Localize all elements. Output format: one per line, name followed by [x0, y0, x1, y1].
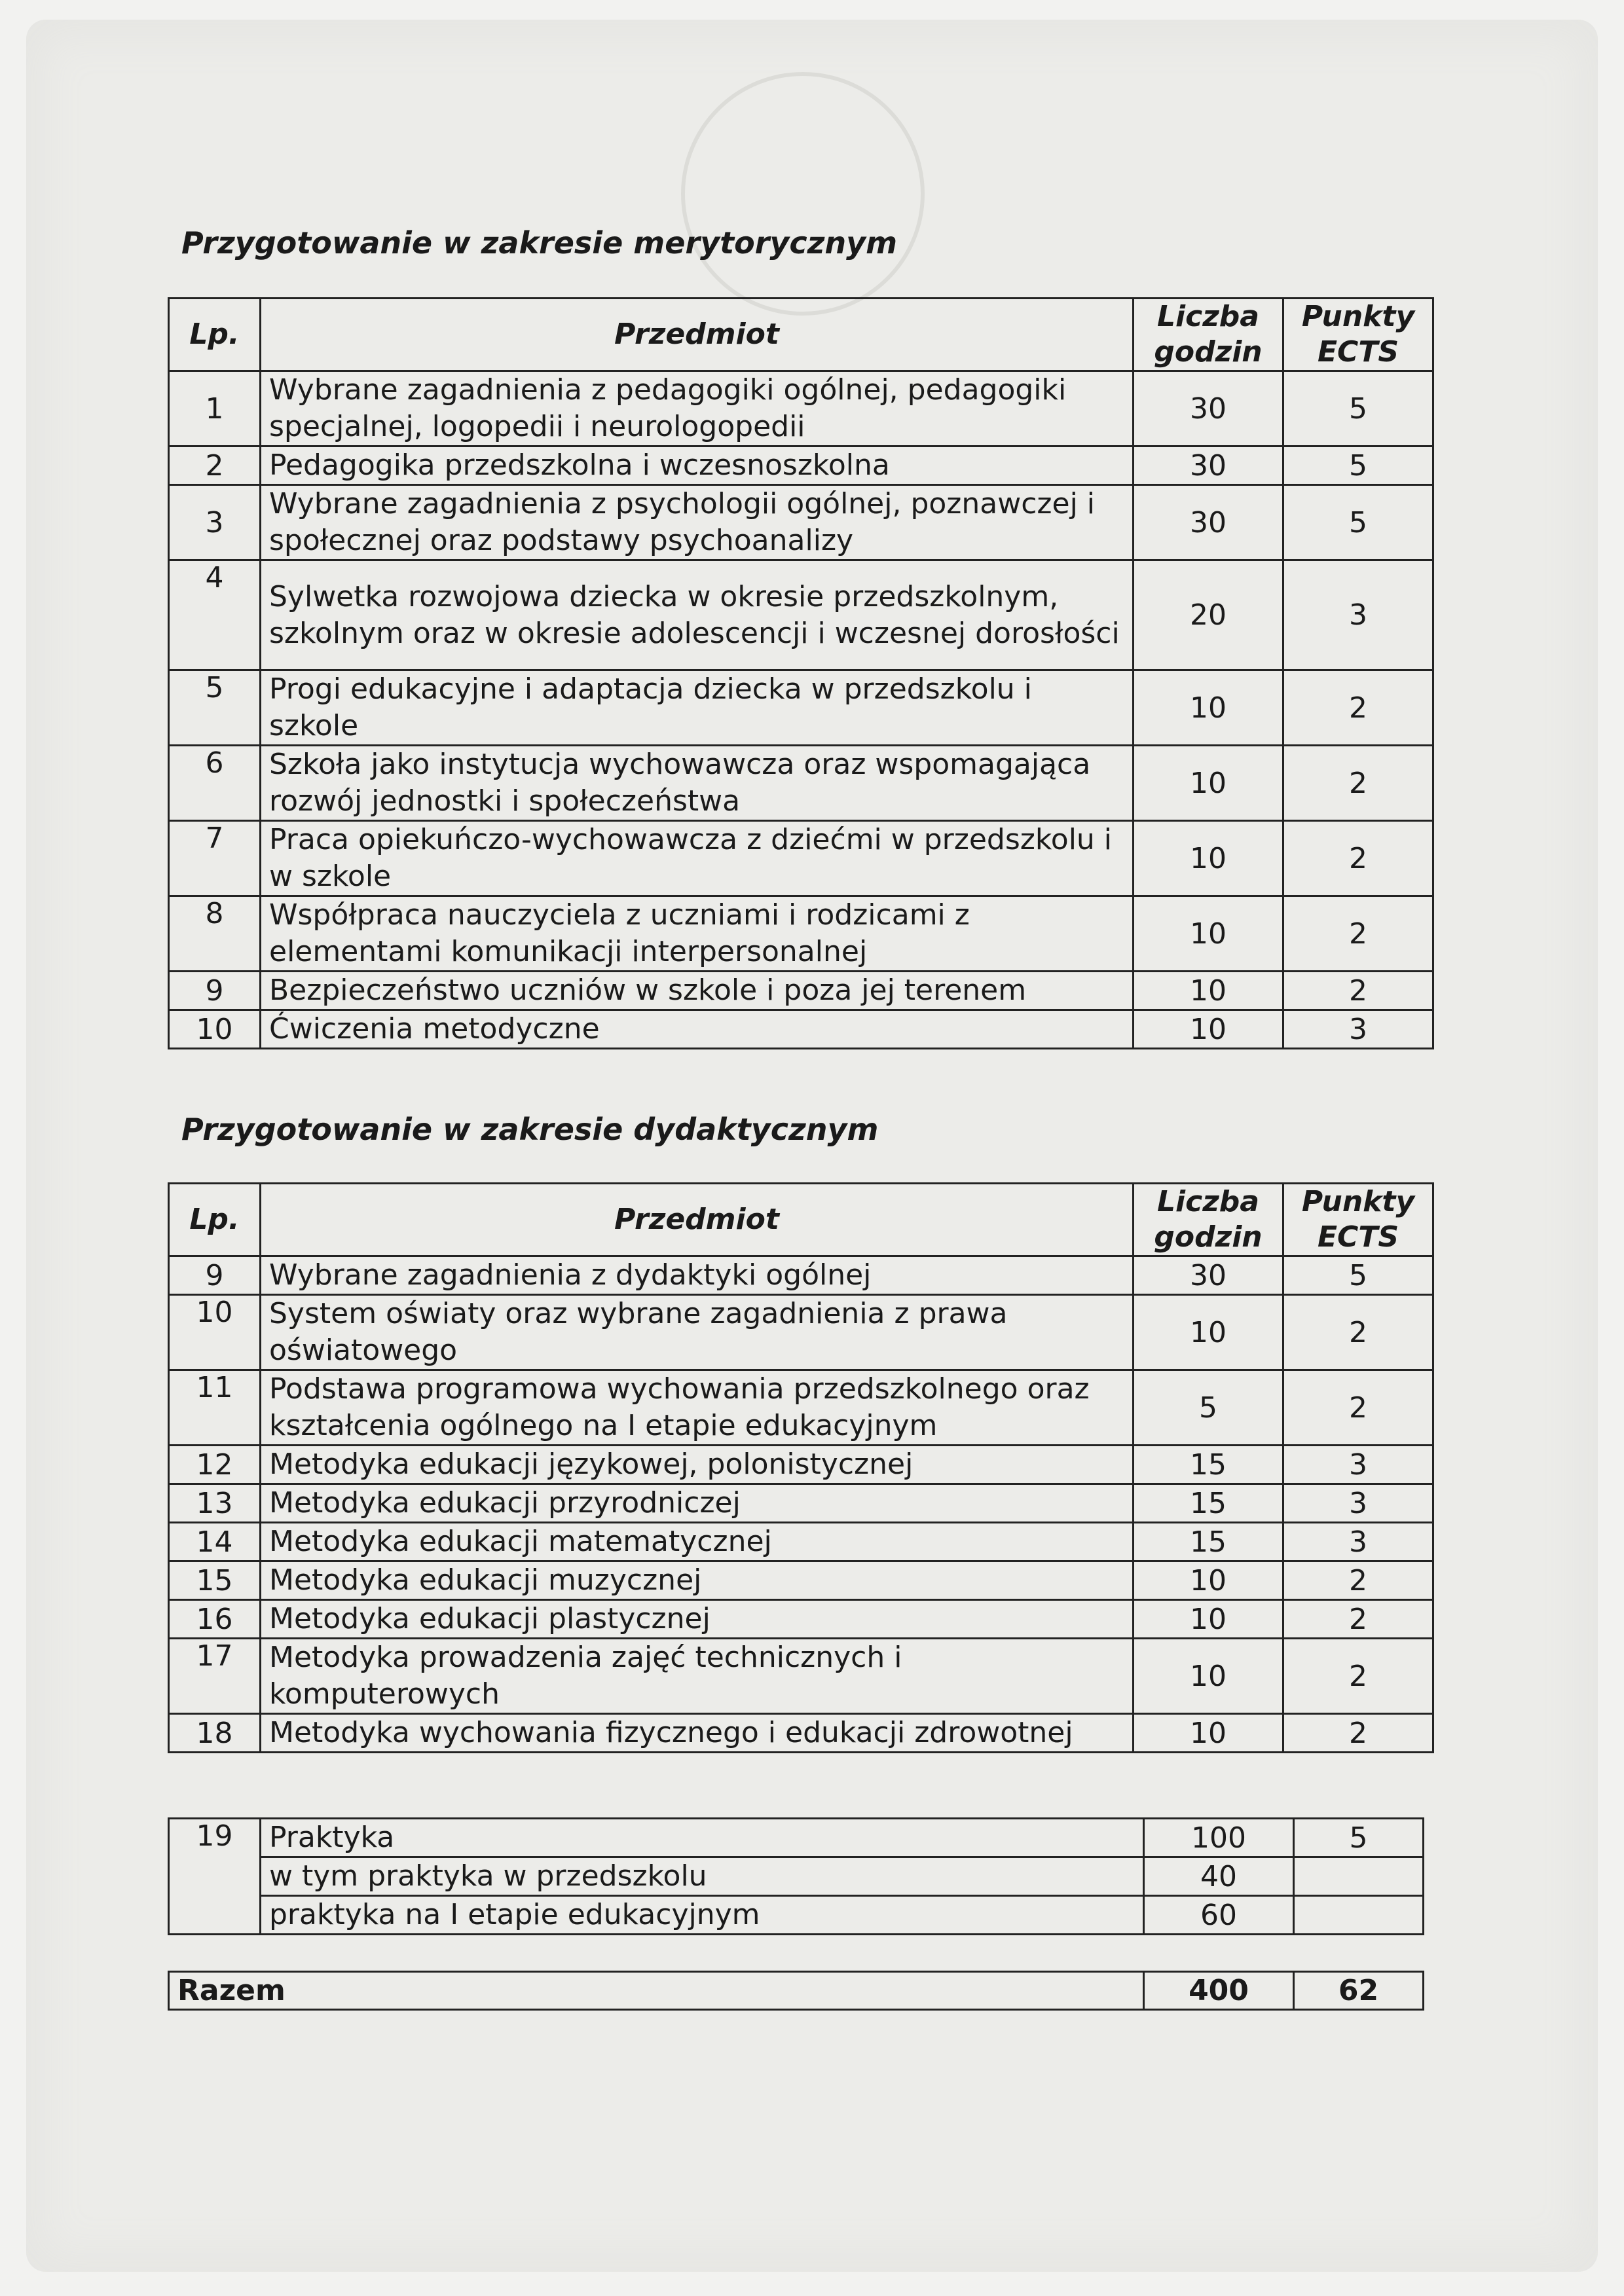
row-subject: Ćwiczenia metodyczne — [261, 1010, 1134, 1049]
row-lp: 10 — [169, 1010, 261, 1049]
row-ects: 2 — [1283, 896, 1433, 972]
row-ects — [1294, 1857, 1424, 1896]
row-lp: 3 — [169, 485, 261, 560]
row-ects: 5 — [1283, 371, 1433, 446]
table-row — [169, 1010, 1433, 1049]
row-lp: 11 — [169, 1370, 261, 1446]
row-lp: 17 — [169, 1639, 261, 1714]
row-subject: Praktyka — [261, 1819, 1144, 1857]
row-ects: 2 — [1283, 821, 1433, 896]
row-hours: 10 — [1134, 896, 1283, 972]
row-hours: 10 — [1134, 1600, 1283, 1639]
row-hours: 30 — [1134, 485, 1283, 560]
row-ects: 3 — [1283, 1010, 1433, 1049]
total-label: Razem — [169, 1972, 1144, 2010]
table-total — [168, 1971, 1424, 2011]
total-ects: 62 — [1294, 1972, 1424, 2010]
header-lp: Lp. — [169, 299, 261, 371]
header-ects: Punkty ECTS — [1283, 299, 1433, 371]
row-lp: 16 — [169, 1600, 261, 1639]
row-ects: 2 — [1283, 1639, 1433, 1714]
row-hours: 15 — [1134, 1523, 1283, 1561]
row-hours: 10 — [1134, 1639, 1283, 1714]
header-subject: Przedmiot — [261, 299, 1134, 371]
row-ects — [1294, 1896, 1424, 1935]
total-hours: 400 — [1144, 1972, 1294, 2010]
row-hours: 40 — [1144, 1857, 1294, 1896]
row-hours: 10 — [1134, 1010, 1283, 1049]
table-row — [169, 1370, 1433, 1446]
total-row — [169, 1972, 1424, 2010]
row-hours: 100 — [1144, 1819, 1294, 1857]
row-ects: 5 — [1283, 446, 1433, 485]
row-subject: Wybrane zagadnienia z psychologii ogólnej, poznawczej i społecznej oraz podstawy psychoanalizy — [261, 485, 1134, 560]
row-subject: Metodyka edukacji językowej, polonistycznej — [261, 1446, 1134, 1484]
section-title-substantive: Przygotowanie w zakresie merytorycznym — [181, 225, 898, 261]
table-row — [169, 485, 1433, 560]
table-didactic-preparation — [168, 1182, 1434, 1753]
table-row — [169, 1295, 1433, 1370]
row-lp: 4 — [169, 560, 261, 670]
row-ects: 2 — [1283, 1600, 1433, 1639]
table-row — [169, 1819, 1424, 1857]
row-subject: praktyka na I etapie edukacyjnym — [261, 1896, 1144, 1935]
row-hours: 30 — [1134, 1256, 1283, 1295]
table-row — [169, 1896, 1424, 1935]
row-subject: Wybrane zagadnienia z dydaktyki ogólnej — [261, 1256, 1134, 1295]
table-row — [169, 1256, 1433, 1295]
row-lp: 14 — [169, 1523, 261, 1561]
row-lp: 1 — [169, 371, 261, 446]
table-row — [169, 821, 1433, 896]
row-lp: 9 — [169, 972, 261, 1010]
table-practice — [168, 1817, 1424, 1935]
row-ects: 5 — [1283, 1256, 1433, 1295]
table-row — [169, 1857, 1424, 1896]
row-hours: 20 — [1134, 560, 1283, 670]
row-subject: System oświaty oraz wybrane zagadnienia z prawa oświatowego — [261, 1295, 1134, 1370]
header-subject: Przedmiot — [261, 1184, 1134, 1256]
row-ects: 2 — [1283, 1714, 1433, 1753]
row-ects: 2 — [1283, 746, 1433, 821]
row-subject: Wybrane zagadnienia z pedagogiki ogólnej, pedagogiki specjalnej, logopedii i neurologopedii — [261, 371, 1134, 446]
table-row — [169, 670, 1433, 746]
row-hours: 10 — [1134, 670, 1283, 746]
row-hours: 30 — [1134, 371, 1283, 446]
row-ects: 3 — [1283, 560, 1433, 670]
row-ects: 2 — [1283, 972, 1433, 1010]
table-substantive-preparation — [168, 297, 1434, 1049]
row-ects: 3 — [1283, 1484, 1433, 1523]
row-lp: 18 — [169, 1714, 261, 1753]
row-ects: 5 — [1283, 485, 1433, 560]
row-subject: Metodyka edukacji matematycznej — [261, 1523, 1134, 1561]
section-title-didactic: Przygotowanie w zakresie dydaktycznym — [181, 1112, 879, 1147]
row-hours: 15 — [1134, 1446, 1283, 1484]
row-hours: 60 — [1144, 1896, 1294, 1935]
seal-watermark — [681, 72, 925, 316]
row-hours: 10 — [1134, 1561, 1283, 1600]
row-subject: Współpraca nauczyciela z uczniami i rodzicami z elementami komunikacji interpersonalnej — [261, 896, 1134, 972]
table-header-row — [169, 1184, 1433, 1256]
row-lp: 12 — [169, 1446, 261, 1484]
table-row — [169, 1600, 1433, 1639]
row-hours: 10 — [1134, 1714, 1283, 1753]
row-ects: 2 — [1283, 1295, 1433, 1370]
row-subject: Bezpieczeństwo uczniów w szkole i poza jej terenem — [261, 972, 1134, 1010]
row-hours: 10 — [1134, 821, 1283, 896]
row-lp: 19 — [169, 1819, 261, 1935]
table-row — [169, 1484, 1433, 1523]
table-row — [169, 1714, 1433, 1753]
row-hours: 15 — [1134, 1484, 1283, 1523]
row-lp: 7 — [169, 821, 261, 896]
row-subject: Metodyka edukacji przyrodniczej — [261, 1484, 1134, 1523]
row-lp: 5 — [169, 670, 261, 746]
table-row — [169, 1639, 1433, 1714]
row-subject: Szkoła jako instytucja wychowawcza oraz wspomagająca rozwój jednostki i społeczeństwa — [261, 746, 1134, 821]
row-ects: 2 — [1283, 1561, 1433, 1600]
table-row — [169, 371, 1433, 446]
row-lp: 15 — [169, 1561, 261, 1600]
row-ects: 3 — [1283, 1523, 1433, 1561]
row-ects: 2 — [1283, 670, 1433, 746]
row-subject: Sylwetka rozwojowa dziecka w okresie przedszkolnym, szkolnym oraz w okresie adolescencji i wczesnej dorosłości — [261, 560, 1134, 670]
row-subject: Praca opiekuńczo-wychowawcza z dziećmi w przedszkolu i w szkole — [261, 821, 1134, 896]
row-subject: Progi edukacyjne i adaptacja dziecka w przedszkolu i szkole — [261, 670, 1134, 746]
row-subject: Metodyka edukacji muzycznej — [261, 1561, 1134, 1600]
table-row — [169, 1561, 1433, 1600]
row-hours: 10 — [1134, 972, 1283, 1010]
row-ects: 2 — [1283, 1370, 1433, 1446]
row-lp: 13 — [169, 1484, 261, 1523]
table-row — [169, 560, 1433, 670]
row-hours: 5 — [1134, 1370, 1283, 1446]
row-subject: Podstawa programowa wychowania przedszkolnego oraz kształcenia ogólnego na I etapie edukacyjnym — [261, 1370, 1134, 1446]
row-ects: 3 — [1283, 1446, 1433, 1484]
header-ects: Punkty ECTS — [1283, 1184, 1433, 1256]
row-hours: 10 — [1134, 1295, 1283, 1370]
row-lp: 10 — [169, 1295, 261, 1370]
row-ects: 5 — [1294, 1819, 1424, 1857]
row-hours: 30 — [1134, 446, 1283, 485]
header-hours: Liczba godzin — [1134, 299, 1283, 371]
table-row — [169, 1446, 1433, 1484]
table-row — [169, 446, 1433, 485]
row-subject: Pedagogika przedszkolna i wczesnoszkolna — [261, 446, 1134, 485]
row-lp: 9 — [169, 1256, 261, 1295]
table-row — [169, 896, 1433, 972]
row-lp: 8 — [169, 896, 261, 972]
row-subject: Metodyka wychowania fizycznego i edukacji zdrowotnej — [261, 1714, 1134, 1753]
table-row — [169, 972, 1433, 1010]
row-lp: 6 — [169, 746, 261, 821]
row-subject: Metodyka prowadzenia zajęć technicznych i komputerowych — [261, 1639, 1134, 1714]
row-hours: 10 — [1134, 746, 1283, 821]
table-header-row — [169, 299, 1433, 371]
table-row — [169, 746, 1433, 821]
row-subject: Metodyka edukacji plastycznej — [261, 1600, 1134, 1639]
row-lp: 2 — [169, 446, 261, 485]
table-row — [169, 1523, 1433, 1561]
row-subject: w tym praktyka w przedszkolu — [261, 1857, 1144, 1896]
header-lp: Lp. — [169, 1184, 261, 1256]
header-hours: Liczba godzin — [1134, 1184, 1283, 1256]
